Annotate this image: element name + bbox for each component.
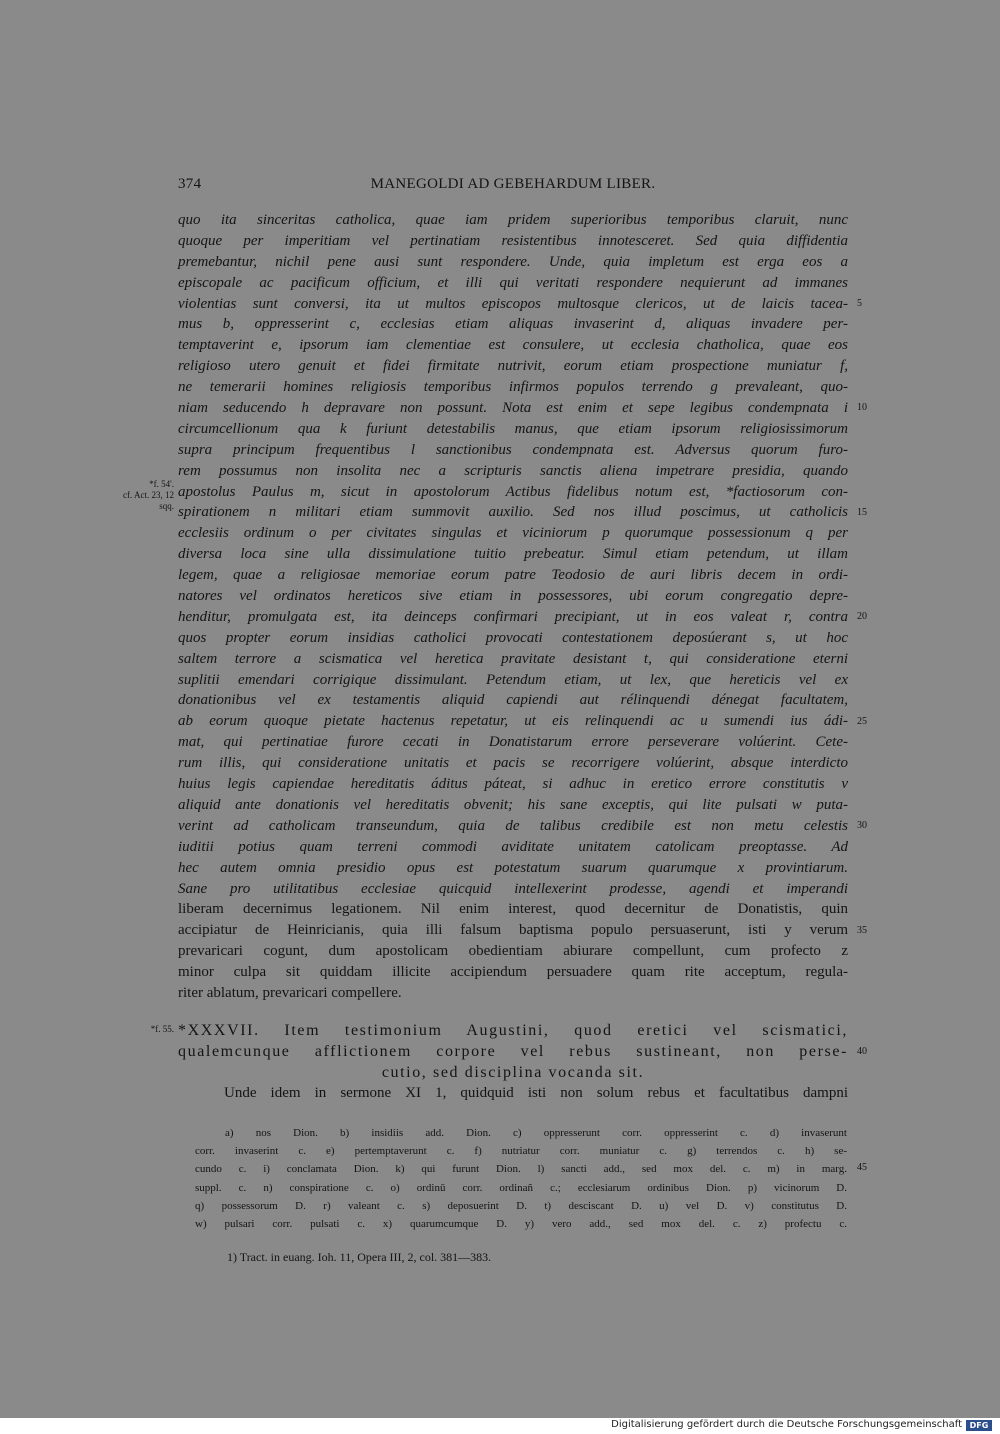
apparatus-line: q) possessorum D. r) valeant c. s) deposuerint D. t) desciscant D. u) vel D. v) constitutus D. bbox=[195, 1199, 847, 1212]
footer-bar bbox=[0, 1418, 1000, 1434]
apparatus-line: corr. invaserint c. e) pertemptaverunt c. f) nutriatur corr. muniatur c. g) terrendos c. h) se- bbox=[195, 1145, 847, 1158]
line-number: 35 bbox=[857, 924, 867, 936]
line-number: 20 bbox=[857, 611, 867, 623]
main-text bbox=[178, 210, 848, 1004]
text-line: aliquid ante donationis vel hereditatis obvenit; his sane exceptis, qui lite pulsati w puta- bbox=[178, 796, 848, 813]
text-line: rem possumus non insolita nec a scripturis sanctis aliena impetrare presidia, quando bbox=[178, 462, 848, 479]
text-line: quo ita sinceritas catholica, quae iam pridem superioribus temporibus claruit, nunc bbox=[178, 212, 848, 228]
funding-note: Digitalisierung gefördert durch die Deutsche Forschungsgemeinschaft bbox=[611, 1419, 962, 1430]
text-line: spirationem n militari etiam summovit auxilio. Sed nos illud poscimus, ut catholicis bbox=[178, 504, 848, 521]
text-line: niam seducendo h depravare non possunt. Nota est enim et sepe legibus condempnata i bbox=[178, 400, 848, 417]
text-line: donationibus vel ex testamentis aliquid capiendi aut rélinquendi dénegat facultatem, bbox=[178, 692, 848, 709]
margin-note: *f. 54'. bbox=[149, 479, 174, 489]
text-line: ecclesiis ordinum o per civitates singulas et viciniorum p quorumque possessionum q per bbox=[178, 525, 848, 542]
line-number: 5 bbox=[857, 297, 862, 309]
line-number: 10 bbox=[857, 402, 867, 414]
text-line: iuditii potius quam terreni commodi aviditate unitatem catolicam preoptasse. Ad bbox=[178, 838, 848, 855]
page-header bbox=[178, 176, 848, 198]
text-line: violentias sunt conversi, ita ut multos episcopos multosque clericos, ut de laicis tacea- bbox=[178, 295, 848, 312]
text-line: huius legis capiendae hereditatis áditus páteat, si adhuc in eretico errore constitutis v bbox=[178, 776, 848, 793]
text-line: quos propter eorum insidias catholici provocati contestationem deposúerant s, ut hoc bbox=[178, 629, 848, 646]
text-line: verint ad catholicam transeundum, quia de talibus credibile est non metu celestis bbox=[178, 817, 848, 834]
chapter-heading-line: *XXXVII. Item testimonium Augustini, quod eretici vel scismatici, bbox=[178, 1022, 848, 1039]
text-line: natores vel ordinatos hereticos sive etiam in possessores, ubi eorum congregatio depre- bbox=[178, 588, 848, 605]
text-line: accipiatur de Heinricianis, quia illi falsum baptisma populo persuaserunt, isti y verum bbox=[178, 922, 848, 939]
text-line: ne temerarii homines religiosis temporibus infirmos populos terrendo g prevaleant, quo- bbox=[178, 379, 848, 396]
apparatus-line: suppl. c. n) conspiratione c. o) ordinū corr. ordinañ c.; ecclesiarum ordinibus Dion. p) vicinorum D. bbox=[195, 1181, 847, 1194]
margin-note: *f. 55. bbox=[150, 1024, 174, 1034]
apparatus-line: cundo c. i) conclamata Dion. k) qui furunt Dion. l) sancti add., sed mox del. c. m) in marg. bbox=[195, 1163, 847, 1176]
text-line: prevaricari cogunt, dum apostolicam obedientiam abiurare compellunt, cum profecto z bbox=[178, 943, 848, 960]
line-number: 25 bbox=[857, 715, 867, 727]
line-number: 45 bbox=[857, 1162, 867, 1173]
critical-apparatus bbox=[195, 1124, 847, 1233]
text-line: diversa loca sine ulla dissimulatione tuitio prebeatur. Simul etiam petendum, ut illam bbox=[178, 546, 848, 563]
page-number: 374 bbox=[178, 176, 202, 192]
text-line: henditur, promulgata est, ita deinceps confirmari precipiant, ut in eos valeat r, contra bbox=[178, 608, 848, 625]
text-line: mat, qui pertinatiae furore cecati in Donatistarum errore perseverare volúerint. Cete- bbox=[178, 734, 848, 751]
margin-note: cf. Act. 23, 12 sqq. bbox=[123, 490, 174, 511]
running-title: MANEGOLDI AD GEBEHARDUM LIBER. bbox=[370, 176, 656, 192]
text-line: ab eorum quoque pietate hactenus repetatur, ut eis relinquendi ac u sumendi ius ádi- bbox=[178, 713, 848, 730]
text-line: minor culpa sit quiddam illicite accipiendum persuadere quam rite acceptum, regula- bbox=[178, 964, 848, 981]
text-line: premebantur, nichil pene ausi sunt respondere. Unde, quia impletum est erga eos a bbox=[178, 253, 848, 270]
text-line: rum illis, qui consideratione unitatis et pacis se recorrigere volúerint, absque interdicto bbox=[178, 755, 848, 772]
chapter-heading-block bbox=[178, 1020, 848, 1104]
text-line: apostolus Paulus m, sicut in apostolorum Actibus fidelibus notum est, *factiosorum con- bbox=[178, 483, 848, 500]
chapter-heading-line: cutio, sed disciplina vocanda sit. bbox=[381, 1064, 645, 1081]
text-line: Sane pro utilitatibus ecclesiae quicquid intellexerint prodesse, agendi et imperandi bbox=[178, 880, 848, 897]
text-line: suplitii emendari corrigique dissimulant. Petendum etiam, ut lex, que hereticis vel ex bbox=[178, 671, 848, 688]
line-number: 15 bbox=[857, 506, 867, 518]
apparatus-line: w) pulsari corr. pulsati c. x) quarumcumque D. y) vero add., sed mox del. c. z) profectu c. bbox=[195, 1217, 847, 1230]
line-number: 40 bbox=[857, 1046, 867, 1057]
text-line: riter ablatum, prevaricari compellere. bbox=[178, 984, 402, 1001]
text-line: supra principum frequentibus l sanctionibus condempnata est. Adversus quorum furo- bbox=[178, 441, 848, 458]
chapter-heading-line: qualemcunque afflictionem corpore vel rebus sustineant, non perse- bbox=[178, 1043, 848, 1060]
text-line: mus b, oppresserint c, ecclesias etiam aliquas invaserint d, aliquas invadere per- bbox=[178, 316, 848, 333]
text-line: legem, quae a religiosae memoriae eorum patre Teodosio de auri libris decem in ordi- bbox=[178, 567, 848, 584]
dfg-logo: DFG bbox=[966, 1420, 992, 1431]
text-line: circumcellionum qua k furiunt detestabilis manus, que etiam ipsorum religiosissimorum bbox=[178, 420, 848, 437]
text-line: episcopale ac pacificum officium, et illi qui veritati respondere nequierunt ad immanes bbox=[178, 274, 848, 291]
apparatus-line: a) nos Dion. b) insidiis add. Dion. c) oppresserunt corr. oppresserint c. d) invaserunt bbox=[225, 1127, 847, 1139]
text-line: temptaverint e, ipsorum iam clementiae est consulere, ut ecclesia chatholica, quae eos bbox=[178, 337, 848, 354]
text-line: liberam decernimus legationem. Nil enim interest, quod decernitur de Donatistis, quin bbox=[178, 901, 848, 918]
source-footnote: 1) Tract. in euang. Ioh. 11, Opera III, 2, col. 381—383. bbox=[227, 1250, 492, 1264]
text-line: quoque per imperitiam vel pertinatiam resistentibus innotesceret. Sed quia diffidentia bbox=[178, 232, 848, 249]
text-line: hec autem omnia presidio opus est potestatum suarum quarumque x provintiarum. bbox=[178, 859, 848, 876]
line-number: 30 bbox=[857, 820, 867, 832]
text-line: religioso utero genuit et fidei firmitate nutrivit, eorum etiam prospectione muniatur f, bbox=[178, 358, 848, 375]
chapter-first-line: Unde idem in sermone XI 1, quidquid isti non solum rebus et facultatibus dampni bbox=[224, 1085, 848, 1101]
text-line: saltem terrore a scismatica vel heretica pravitate desistant t, qui consideratione eterni bbox=[178, 650, 848, 667]
